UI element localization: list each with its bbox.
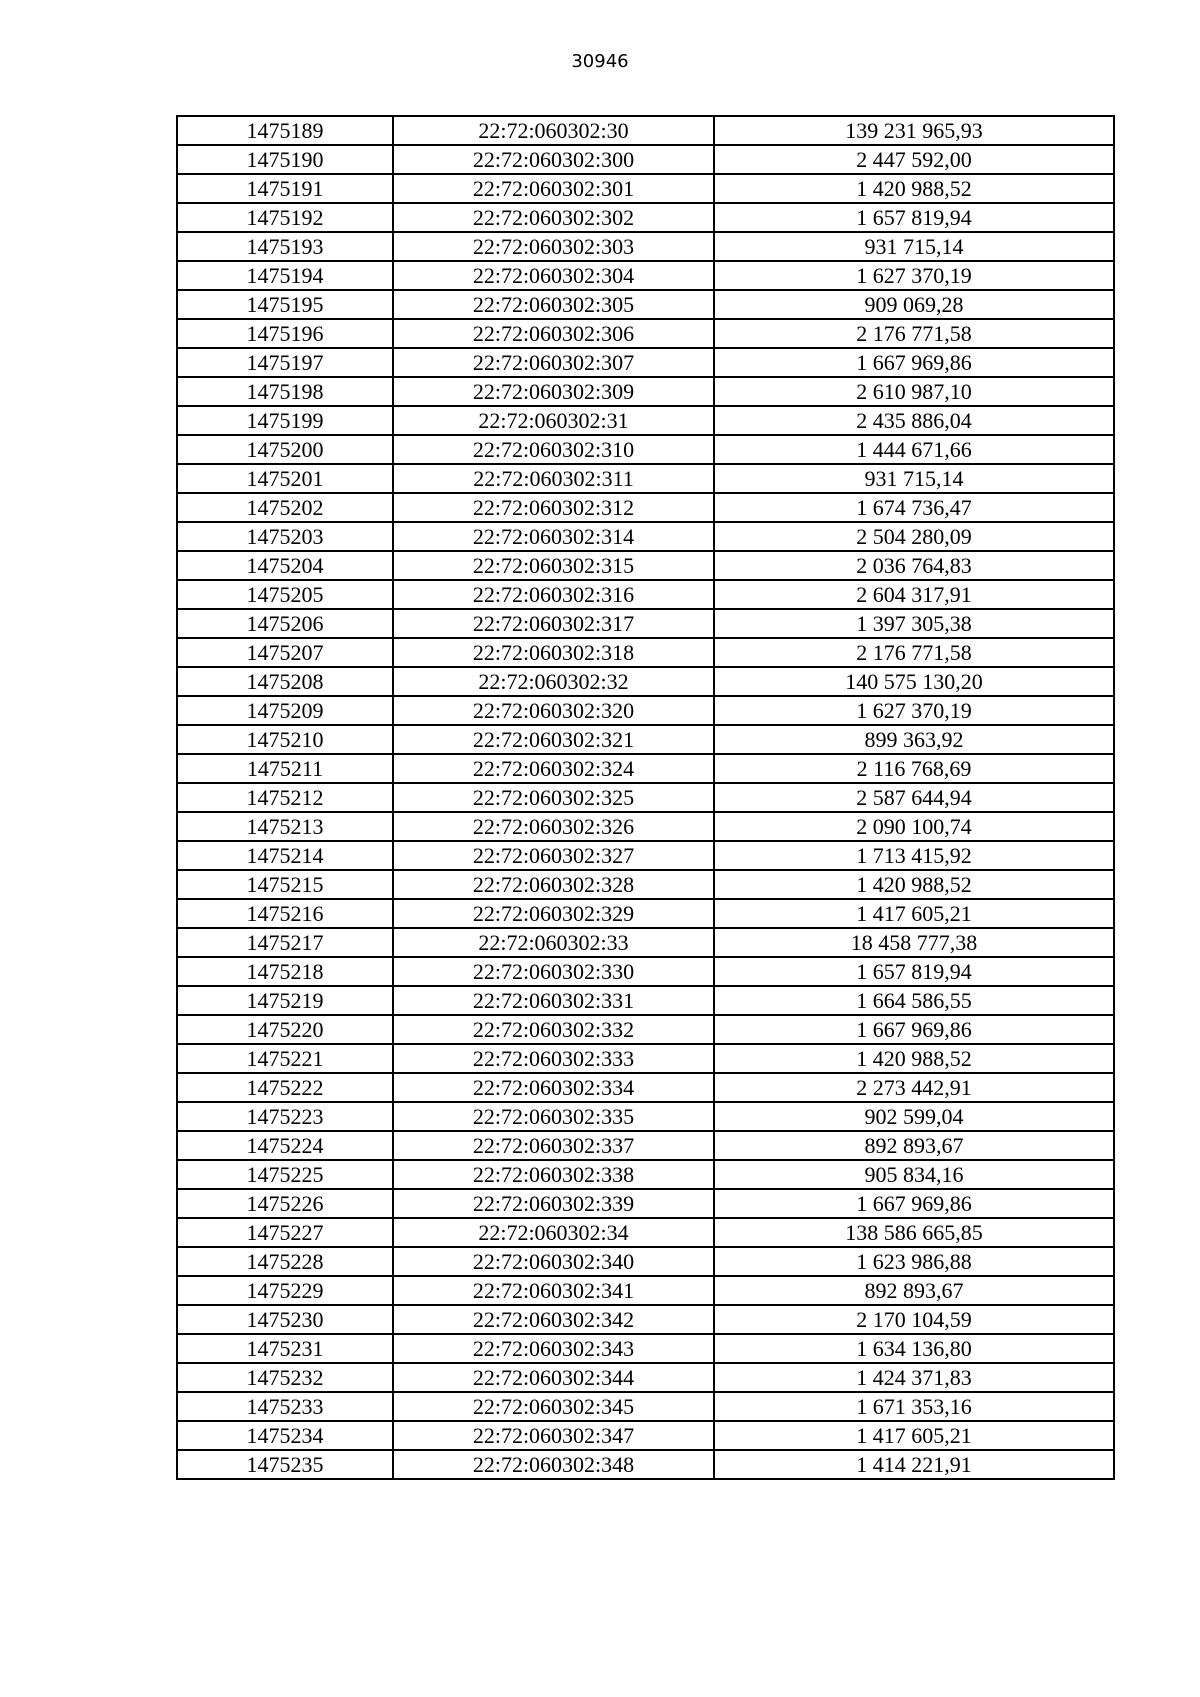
row-number-cell: 1475222 xyxy=(177,1073,393,1102)
cadastral-value-cell: 2 604 317,91 xyxy=(714,580,1114,609)
row-number-cell: 1475215 xyxy=(177,870,393,899)
cadastral-number-cell: 22:72:060302:326 xyxy=(393,812,714,841)
table-row xyxy=(177,638,1114,667)
cadastral-number-cell: 22:72:060302:347 xyxy=(393,1421,714,1450)
cadastral-number-cell: 22:72:060302:31 xyxy=(393,406,714,435)
table-row xyxy=(177,203,1114,232)
cadastral-value-cell: 1 667 969,86 xyxy=(714,348,1114,377)
cadastral-value-cell: 2 504 280,09 xyxy=(714,522,1114,551)
cadastral-number-cell: 22:72:060302:315 xyxy=(393,551,714,580)
cadastral-number-cell: 22:72:060302:333 xyxy=(393,1044,714,1073)
row-number-cell: 1475225 xyxy=(177,1160,393,1189)
row-number-cell: 1475216 xyxy=(177,899,393,928)
row-number-cell: 1475212 xyxy=(177,783,393,812)
cadastral-value-cell: 139 231 965,93 xyxy=(714,116,1114,145)
cadastral-number-cell: 22:72:060302:306 xyxy=(393,319,714,348)
cadastral-value-cell: 1 444 671,66 xyxy=(714,435,1114,464)
cadastral-number-cell: 22:72:060302:329 xyxy=(393,899,714,928)
cadastral-number-cell: 22:72:060302:310 xyxy=(393,435,714,464)
row-number-cell: 1475228 xyxy=(177,1247,393,1276)
cadastral-value-cell: 2 447 592,00 xyxy=(714,145,1114,174)
table-row xyxy=(177,1334,1114,1363)
cadastral-value-cell: 892 893,67 xyxy=(714,1276,1114,1305)
row-number-cell: 1475203 xyxy=(177,522,393,551)
cadastral-value-cell: 1 634 136,80 xyxy=(714,1334,1114,1363)
row-number-cell: 1475227 xyxy=(177,1218,393,1247)
row-number-cell: 1475229 xyxy=(177,1276,393,1305)
cadastral-number-cell: 22:72:060302:300 xyxy=(393,145,714,174)
cadastral-value-cell: 2 116 768,69 xyxy=(714,754,1114,783)
cadastral-value-cell: 909 069,28 xyxy=(714,290,1114,319)
cadastral-number-cell: 22:72:060302:320 xyxy=(393,696,714,725)
cadastral-value-cell: 2 036 764,83 xyxy=(714,551,1114,580)
table-row xyxy=(177,1044,1114,1073)
cadastral-number-cell: 22:72:060302:332 xyxy=(393,1015,714,1044)
row-number-cell: 1475214 xyxy=(177,841,393,870)
table-row xyxy=(177,1015,1114,1044)
cadastral-number-cell: 22:72:060302:316 xyxy=(393,580,714,609)
row-number-cell: 1475235 xyxy=(177,1450,393,1479)
cadastral-value-cell: 1 667 969,86 xyxy=(714,1015,1114,1044)
cadastral-value-cell: 2 273 442,91 xyxy=(714,1073,1114,1102)
cadastral-number-cell: 22:72:060302:33 xyxy=(393,928,714,957)
cadastral-value-cell: 1 397 305,38 xyxy=(714,609,1114,638)
cadastral-number-cell: 22:72:060302:305 xyxy=(393,290,714,319)
table-row xyxy=(177,116,1114,145)
cadastral-number-cell: 22:72:060302:32 xyxy=(393,667,714,696)
cadastral-value-cell: 1 664 586,55 xyxy=(714,986,1114,1015)
cadastral-value-cell: 1 420 988,52 xyxy=(714,174,1114,203)
row-number-cell: 1475198 xyxy=(177,377,393,406)
cadastral-number-cell: 22:72:060302:317 xyxy=(393,609,714,638)
table-row xyxy=(177,812,1114,841)
table-row xyxy=(177,1189,1114,1218)
table-body xyxy=(177,116,1114,1479)
row-number-cell: 1475195 xyxy=(177,290,393,319)
cadastral-value-cell: 138 586 665,85 xyxy=(714,1218,1114,1247)
row-number-cell: 1475190 xyxy=(177,145,393,174)
cadastral-value-cell: 1 424 371,83 xyxy=(714,1363,1114,1392)
cadastral-number-cell: 22:72:060302:34 xyxy=(393,1218,714,1247)
row-number-cell: 1475210 xyxy=(177,725,393,754)
table-row xyxy=(177,754,1114,783)
cadastral-number-cell: 22:72:060302:302 xyxy=(393,203,714,232)
cadastral-value-cell: 905 834,16 xyxy=(714,1160,1114,1189)
cadastral-value-cell: 1 713 415,92 xyxy=(714,841,1114,870)
cadastral-value-cell: 1 623 986,88 xyxy=(714,1247,1114,1276)
cadastral-number-cell: 22:72:060302:311 xyxy=(393,464,714,493)
table-row xyxy=(177,319,1114,348)
table-row xyxy=(177,1160,1114,1189)
row-number-cell: 1475205 xyxy=(177,580,393,609)
cadastral-number-cell: 22:72:060302:337 xyxy=(393,1131,714,1160)
row-number-cell: 1475189 xyxy=(177,116,393,145)
cadastral-number-cell: 22:72:060302:331 xyxy=(393,986,714,1015)
cadastral-number-cell: 22:72:060302:304 xyxy=(393,261,714,290)
cadastral-number-cell: 22:72:060302:307 xyxy=(393,348,714,377)
table-row xyxy=(177,435,1114,464)
table-row xyxy=(177,1421,1114,1450)
table-row xyxy=(177,377,1114,406)
table-row xyxy=(177,348,1114,377)
table-row xyxy=(177,232,1114,261)
cadastral-value-cell: 140 575 130,20 xyxy=(714,667,1114,696)
cadastral-number-cell: 22:72:060302:327 xyxy=(393,841,714,870)
table-row xyxy=(177,464,1114,493)
row-number-cell: 1475201 xyxy=(177,464,393,493)
row-number-cell: 1475232 xyxy=(177,1363,393,1392)
row-number-cell: 1475233 xyxy=(177,1392,393,1421)
row-number-cell: 1475223 xyxy=(177,1102,393,1131)
table-row xyxy=(177,986,1114,1015)
row-number-cell: 1475191 xyxy=(177,174,393,203)
cadastral-number-cell: 22:72:060302:312 xyxy=(393,493,714,522)
table-row xyxy=(177,174,1114,203)
cadastral-number-cell: 22:72:060302:338 xyxy=(393,1160,714,1189)
table-row xyxy=(177,1102,1114,1131)
table-row xyxy=(177,1305,1114,1334)
cadastral-value-cell: 892 893,67 xyxy=(714,1131,1114,1160)
cadastral-number-cell: 22:72:060302:341 xyxy=(393,1276,714,1305)
row-number-cell: 1475224 xyxy=(177,1131,393,1160)
row-number-cell: 1475219 xyxy=(177,986,393,1015)
page-number: 30946 xyxy=(571,51,629,72)
table-row xyxy=(177,1363,1114,1392)
row-number-cell: 1475197 xyxy=(177,348,393,377)
cadastral-value-cell: 1 657 819,94 xyxy=(714,203,1114,232)
cadastral-value-cell: 1 627 370,19 xyxy=(714,696,1114,725)
cadastral-value-cell: 2 176 771,58 xyxy=(714,638,1114,667)
table-row xyxy=(177,493,1114,522)
row-number-cell: 1475196 xyxy=(177,319,393,348)
cadastral-value-cell: 1 414 221,91 xyxy=(714,1450,1114,1479)
cadastral-value-cell: 1 417 605,21 xyxy=(714,899,1114,928)
cadastral-value-cell: 931 715,14 xyxy=(714,464,1114,493)
cadastral-number-cell: 22:72:060302:324 xyxy=(393,754,714,783)
table-row xyxy=(177,899,1114,928)
table-row xyxy=(177,1276,1114,1305)
row-number-cell: 1475207 xyxy=(177,638,393,667)
cadastral-value-cell: 2 176 771,58 xyxy=(714,319,1114,348)
table-row xyxy=(177,406,1114,435)
row-number-cell: 1475204 xyxy=(177,551,393,580)
table-row xyxy=(177,957,1114,986)
cadastral-value-cell: 18 458 777,38 xyxy=(714,928,1114,957)
cadastral-value-cell: 1 674 736,47 xyxy=(714,493,1114,522)
table-row xyxy=(177,841,1114,870)
row-number-cell: 1475221 xyxy=(177,1044,393,1073)
row-number-cell: 1475208 xyxy=(177,667,393,696)
table-row xyxy=(177,290,1114,319)
cadastral-number-cell: 22:72:060302:30 xyxy=(393,116,714,145)
cadastral-number-cell: 22:72:060302:343 xyxy=(393,1334,714,1363)
cadastral-value-cell: 902 599,04 xyxy=(714,1102,1114,1131)
cadastral-value-cell: 1 420 988,52 xyxy=(714,870,1114,899)
cadastral-number-cell: 22:72:060302:335 xyxy=(393,1102,714,1131)
cadastral-value-cell: 2 435 886,04 xyxy=(714,406,1114,435)
cadastral-value-cell: 1 417 605,21 xyxy=(714,1421,1114,1450)
row-number-cell: 1475206 xyxy=(177,609,393,638)
row-number-cell: 1475234 xyxy=(177,1421,393,1450)
cadastral-value-cell: 931 715,14 xyxy=(714,232,1114,261)
cadastral-value-cell: 2 587 644,94 xyxy=(714,783,1114,812)
table-row xyxy=(177,145,1114,174)
table-row xyxy=(177,696,1114,725)
table-row xyxy=(177,725,1114,754)
cadastral-value-cell: 2 170 104,59 xyxy=(714,1305,1114,1334)
table-row xyxy=(177,667,1114,696)
cadastral-value-cell: 1 671 353,16 xyxy=(714,1392,1114,1421)
cadastral-number-cell: 22:72:060302:348 xyxy=(393,1450,714,1479)
cadastral-number-cell: 22:72:060302:330 xyxy=(393,957,714,986)
cadastral-number-cell: 22:72:060302:344 xyxy=(393,1363,714,1392)
cadastral-number-cell: 22:72:060302:318 xyxy=(393,638,714,667)
cadastral-number-cell: 22:72:060302:314 xyxy=(393,522,714,551)
row-number-cell: 1475231 xyxy=(177,1334,393,1363)
table-row xyxy=(177,522,1114,551)
cadastral-value-cell: 1 420 988,52 xyxy=(714,1044,1114,1073)
table-row xyxy=(177,1247,1114,1276)
cadastral-value-cell: 1 657 819,94 xyxy=(714,957,1114,986)
cadastral-value-cell: 1 627 370,19 xyxy=(714,261,1114,290)
row-number-cell: 1475200 xyxy=(177,435,393,464)
table-row xyxy=(177,1218,1114,1247)
cadastral-value-cell: 2 090 100,74 xyxy=(714,812,1114,841)
table-row xyxy=(177,870,1114,899)
row-number-cell: 1475213 xyxy=(177,812,393,841)
row-number-cell: 1475202 xyxy=(177,493,393,522)
cadastral-number-cell: 22:72:060302:342 xyxy=(393,1305,714,1334)
row-number-cell: 1475211 xyxy=(177,754,393,783)
row-number-cell: 1475217 xyxy=(177,928,393,957)
row-number-cell: 1475209 xyxy=(177,696,393,725)
row-number-cell: 1475220 xyxy=(177,1015,393,1044)
table-row xyxy=(177,1131,1114,1160)
row-number-cell: 1475226 xyxy=(177,1189,393,1218)
table-row xyxy=(177,928,1114,957)
table-row xyxy=(177,1450,1114,1479)
table-row xyxy=(177,261,1114,290)
cadastral-value-table xyxy=(176,115,1115,1480)
table-row xyxy=(177,1392,1114,1421)
cadastral-number-cell: 22:72:060302:325 xyxy=(393,783,714,812)
table-row xyxy=(177,609,1114,638)
table-row xyxy=(177,580,1114,609)
row-number-cell: 1475193 xyxy=(177,232,393,261)
row-number-cell: 1475192 xyxy=(177,203,393,232)
cadastral-number-cell: 22:72:060302:321 xyxy=(393,725,714,754)
cadastral-number-cell: 22:72:060302:339 xyxy=(393,1189,714,1218)
cadastral-number-cell: 22:72:060302:328 xyxy=(393,870,714,899)
row-number-cell: 1475230 xyxy=(177,1305,393,1334)
table-row xyxy=(177,1073,1114,1102)
row-number-cell: 1475199 xyxy=(177,406,393,435)
cadastral-number-cell: 22:72:060302:303 xyxy=(393,232,714,261)
table-row xyxy=(177,783,1114,812)
cadastral-number-cell: 22:72:060302:301 xyxy=(393,174,714,203)
cadastral-number-cell: 22:72:060302:340 xyxy=(393,1247,714,1276)
cadastral-value-cell: 2 610 987,10 xyxy=(714,377,1114,406)
cadastral-value-cell: 1 667 969,86 xyxy=(714,1189,1114,1218)
cadastral-number-cell: 22:72:060302:309 xyxy=(393,377,714,406)
row-number-cell: 1475194 xyxy=(177,261,393,290)
table-row xyxy=(177,551,1114,580)
cadastral-number-cell: 22:72:060302:334 xyxy=(393,1073,714,1102)
cadastral-number-cell: 22:72:060302:345 xyxy=(393,1392,714,1421)
row-number-cell: 1475218 xyxy=(177,957,393,986)
cadastral-value-cell: 899 363,92 xyxy=(714,725,1114,754)
